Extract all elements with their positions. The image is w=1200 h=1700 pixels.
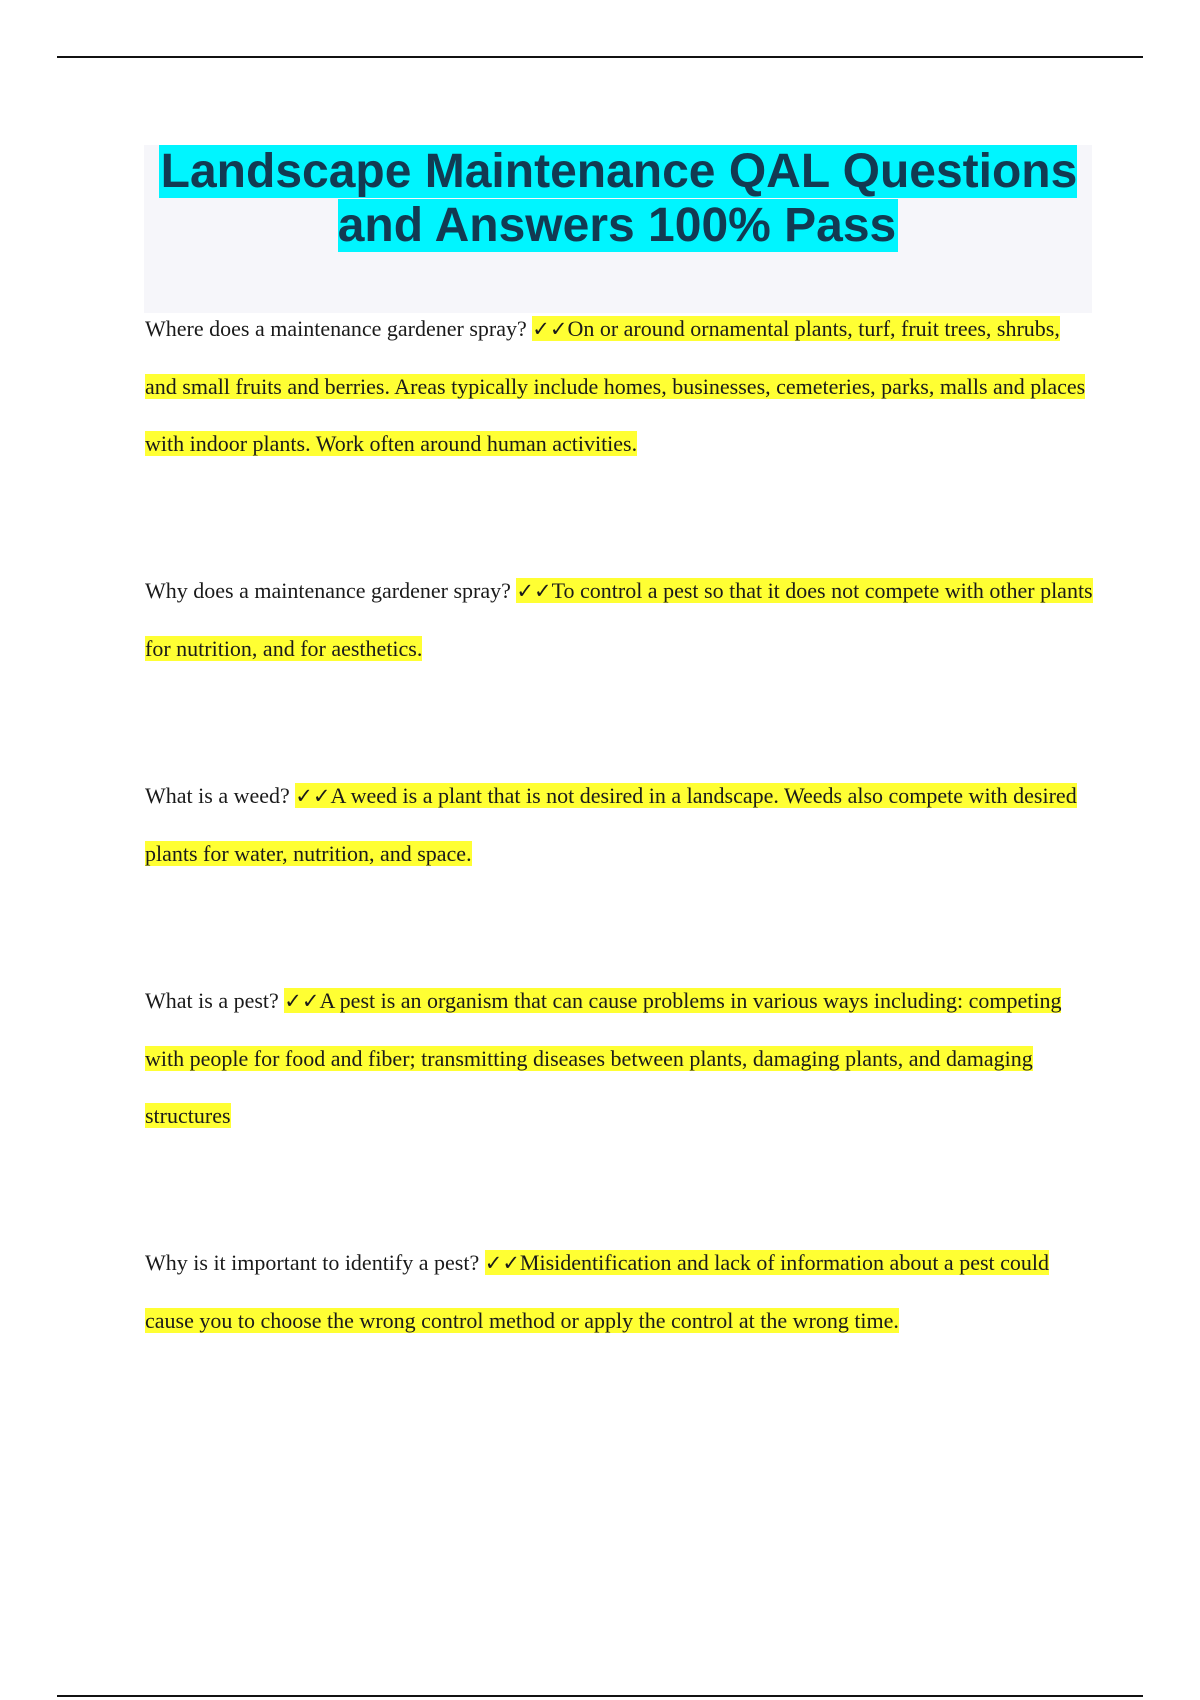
qa-item (145, 767, 1095, 882)
question-text: Where does a maintenance gardener spray? (145, 316, 527, 341)
question-text: Why does a maintenance gardener spray? (145, 578, 511, 603)
answer-text: A pest is an organism that can cause problems in various ways including: competing with people for food and fiber; transmitting diseases between plants, damaging plants, and damaging structures (145, 988, 1062, 1128)
double-check-icon: ✓✓ (295, 784, 331, 808)
qa-item (145, 972, 1095, 1144)
answer-text: To control a pest so that it does not compete with other plants for nutrition, and for aesthetics. (145, 578, 1093, 661)
bottom-rule (57, 1695, 1143, 1697)
answer-highlight (145, 988, 1061, 1128)
double-check-icon: ✓✓ (532, 317, 568, 341)
question-text: What is a weed? (145, 783, 290, 808)
answer-text: Misidentification and lack of information about a pest could cause you to choose the wrong control method or apply the control at the wrong time. (145, 1250, 1050, 1333)
document-title-text: Landscape Maintenance QAL Questions and Answers 100% Pass (160, 145, 1078, 252)
double-check-icon: ✓✓ (284, 989, 320, 1013)
double-check-icon: ✓✓ (516, 579, 552, 603)
double-check-icon: ✓✓ (484, 1251, 520, 1275)
qa-item (145, 1234, 1095, 1349)
title-block (144, 145, 1092, 313)
question-text: What is a pest? (145, 988, 279, 1013)
document-title (144, 145, 1092, 253)
qa-item (145, 562, 1095, 677)
top-rule (57, 56, 1143, 58)
qa-item (145, 300, 1095, 472)
question-text: Why is it important to identify a pest? (145, 1250, 480, 1275)
answer-text: On or around ornamental plants, turf, fruit trees, shrubs, and small fruits and berries. Areas typically include homes, businesses, cemeteries, parks, malls and places with indoor plants. Work often around human activities. (145, 316, 1086, 456)
answer-text: A weed is a plant that is not desired in a landscape. Weeds also compete with desired plants for water, nutrition, and space. (145, 783, 1077, 866)
qa-list (145, 300, 1095, 1349)
